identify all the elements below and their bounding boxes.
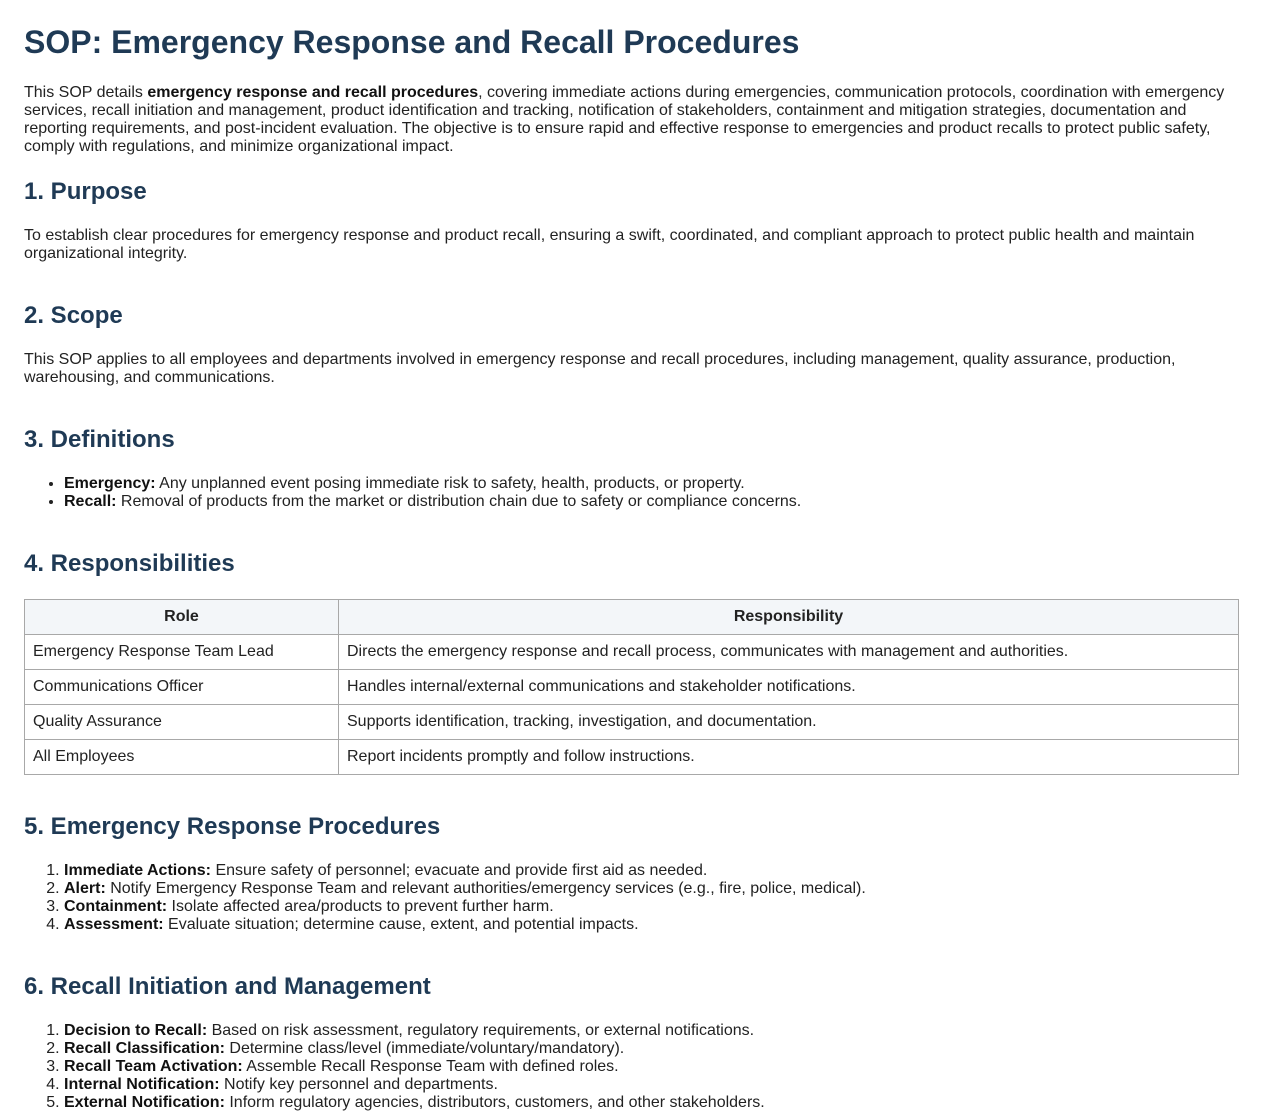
- step-term: Internal Notification:: [64, 1076, 220, 1093]
- step-text: Isolate affected area/products to prevent further harm.: [167, 898, 554, 915]
- step-term: Decision to Recall:: [64, 1022, 208, 1039]
- role-cell: Communications Officer: [25, 670, 339, 705]
- intro-prefix: This SOP details: [24, 84, 148, 101]
- recall-list: [24, 1022, 1239, 1112]
- list-item: [64, 1094, 1239, 1112]
- table-row: [25, 635, 1239, 670]
- step-text: Ensure safety of personnel; evacuate and provide first aid as needed.: [211, 862, 708, 879]
- table-header-row: [25, 600, 1239, 635]
- list-item: [64, 1040, 1239, 1058]
- emergency-procedures-list: [24, 862, 1239, 934]
- step-text: Notify Emergency Response Team and relevant authorities/emergency services (e.g., fire, police, medical).: [105, 880, 866, 897]
- recall-heading: 6. Recall Initiation and Management: [24, 973, 431, 1000]
- responsibility-cell: Directs the emergency response and recall process, communicates with management and authorities.: [339, 635, 1239, 670]
- table-row: [25, 705, 1239, 740]
- step-text: Determine class/level (immediate/voluntary/mandatory).: [224, 1040, 625, 1057]
- responsibilities-table: [24, 599, 1239, 775]
- list-item: [64, 1058, 1239, 1076]
- table-row: [25, 670, 1239, 705]
- role-cell: Emergency Response Team Lead: [25, 635, 339, 670]
- step-term: Immediate Actions:: [64, 862, 211, 879]
- list-item: [64, 1022, 1239, 1040]
- list-item: [64, 493, 1239, 511]
- definitions-list: [24, 475, 1239, 511]
- intro-bold: emergency response and recall procedures: [147, 84, 479, 101]
- column-header-responsibility: Responsibility: [339, 600, 1239, 635]
- list-item: [64, 1076, 1239, 1094]
- step-term: Alert:: [64, 880, 106, 897]
- step-term: Assessment:: [64, 916, 164, 933]
- step-text: Based on risk assessment, regulatory requirements, or external notifications.: [207, 1022, 755, 1039]
- list-item: [64, 475, 1239, 493]
- page-title: SOP: Emergency Response and Recall Procedures: [24, 24, 800, 60]
- role-cell: All Employees: [25, 740, 339, 775]
- step-text: Assemble Recall Response Team with defined roles.: [242, 1058, 619, 1075]
- list-item: [64, 862, 1239, 880]
- step-term: Recall Team Activation:: [64, 1058, 243, 1075]
- definition-term: Emergency:: [64, 475, 156, 492]
- table-row: [25, 740, 1239, 775]
- list-item: [64, 916, 1239, 934]
- role-cell: Quality Assurance: [25, 705, 339, 740]
- step-term: Recall Classification:: [64, 1040, 225, 1057]
- intro-suffix: , covering immediate actions during emergencies, communication protocols, coordination with emergency services, recall initiation and management, product identification and tracking, notification of stakeholders, containment and mitigation strategies, documentation and reporting requirements, and post-incident evaluation. The objective is to ensure rapid and effective response to emergencies and product recalls to protect public safety, comply with regulations, and minimize organizational impact.: [24, 84, 1225, 155]
- definition-text: Removal of products from the market or distribution chain due to safety or compliance concerns.: [116, 493, 802, 510]
- list-item: [64, 880, 1239, 898]
- step-text: Inform regulatory agencies, distributors, customers, and other stakeholders.: [224, 1094, 765, 1111]
- scope-text: This SOP applies to all employees and departments involved in emergency response and recall procedures, including management, quality assurance, production, warehousing, and communications.: [24, 351, 1176, 386]
- responsibilities-heading: 4. Responsibilities: [24, 550, 235, 577]
- step-text: Evaluate situation; determine cause, extent, and potential impacts.: [163, 916, 639, 933]
- definition-term: Recall:: [64, 493, 117, 510]
- list-item: [64, 898, 1239, 916]
- responsibility-cell: Report incidents promptly and follow instructions.: [339, 740, 1239, 775]
- emergency-procedures-heading: 5. Emergency Response Procedures: [24, 813, 441, 840]
- definitions-heading: 3. Definitions: [24, 426, 175, 453]
- responsibility-cell: Handles internal/external communications and stakeholder notifications.: [339, 670, 1239, 705]
- step-term: Containment:: [64, 898, 168, 915]
- column-header-role: Role: [25, 600, 339, 635]
- intro-paragraph: [24, 84, 1239, 156]
- scope-heading: 2. Scope: [24, 302, 123, 329]
- responsibility-cell: Supports identification, tracking, investigation, and documentation.: [339, 705, 1239, 740]
- purpose-text: To establish clear procedures for emergency response and product recall, ensuring a swift, coordinated, and compliant approach to protect public health and maintain organizational integrity.: [24, 227, 1195, 262]
- definition-text: Any unplanned event posing immediate risk to safety, health, products, or property.: [155, 475, 745, 492]
- purpose-heading: 1. Purpose: [24, 178, 147, 205]
- step-term: External Notification:: [64, 1094, 225, 1111]
- step-text: Notify key personnel and departments.: [219, 1076, 498, 1093]
